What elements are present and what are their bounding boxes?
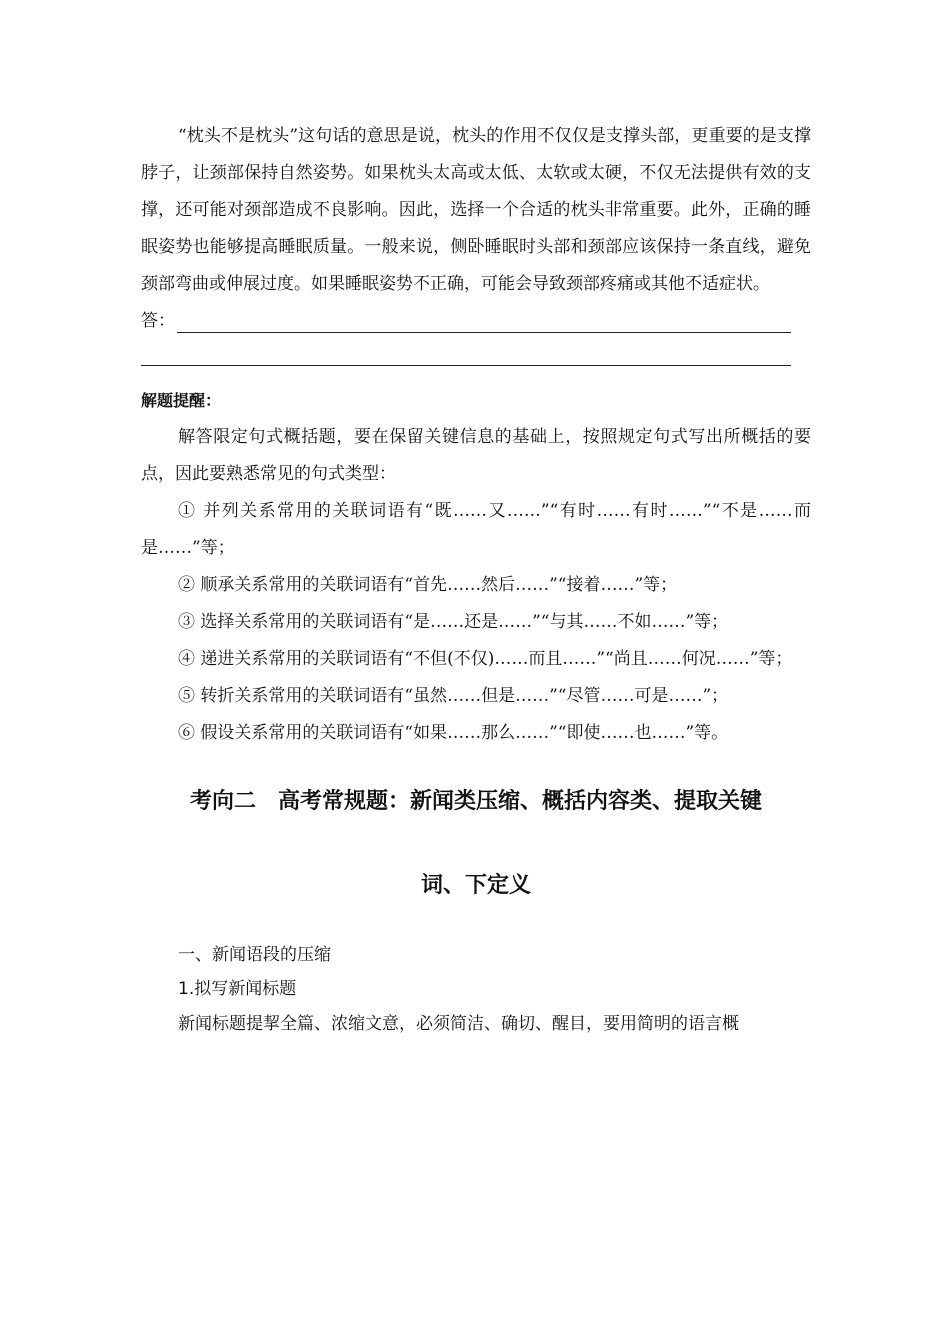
subheading-news-headline: 1.拟写新闻标题	[178, 979, 297, 999]
answer-blank-row	[141, 340, 811, 377]
section-title-line-1: 考向二 高考常规题：新闻类压缩、概括内容类、提取关键	[189, 789, 762, 814]
answer-label: 答：	[141, 311, 175, 331]
tips-intro: 解答限定句式概括题，要在保留关键信息的基础上，按照规定句式写出所概括的要点，因此要熟悉常见的句式类型：	[141, 427, 811, 484]
tips-item-parallel: ① 并列关系常用的关联词语有“既……又……”“有时……有时……”“不是……而是……”等；	[141, 501, 811, 558]
section-title-line-2: 词、下定义	[420, 873, 531, 898]
answer-row	[141, 303, 811, 340]
tips-item-adversative: ⑤ 转折关系常用的关联词语有“虽然……但是……”“尽管……可是……”；	[178, 686, 729, 706]
subheading-news-compression: 一、新闻语段的压缩	[178, 945, 331, 965]
section-body-paragraph: 新闻标题提挈全篇、浓缩文意，必须简洁、确切、醒目，要用简明的语言概	[178, 1014, 739, 1034]
answer-blank-line-2	[141, 365, 791, 366]
tips-item-hypothetical: ⑥ 假设关系常用的关联词语有“如果……那么……”“即使……也……”等。	[178, 723, 729, 743]
tips-item-progressive: ④ 递进关系常用的关联词语有“不但(不仅)……而且……”“尚且……何况……”等；	[178, 649, 793, 669]
answer-blank-line-1	[177, 332, 791, 333]
tips-item-sequence: ② 顺承关系常用的关联词语有“首先……然后……”“接着……”等；	[178, 575, 678, 595]
tips-label: 解题提醒：	[141, 391, 222, 410]
passage-paragraph: “枕头不是枕头”这句话的意思是说，枕头的作用不仅仅是支撑头部，更重要的是支撑脖子，让颈部保持自然姿势。如果枕头太高或太低、太软或太硬，不仅无法提供有效的支撑，还可能对颈部造成不良影响。因此，选择一个合适的枕头非常重要。此外，正确的睡眠姿势也能够提高睡眠质量。一般来说，侧卧睡眠时头部和颈部应该保持一条直线，避免颈部弯曲或伸展过度。如果睡眠姿势不正确，可能会导致颈部疼痛或其他不适症状。	[141, 126, 811, 294]
tips-item-choice: ③ 选择关系常用的关联词语有“是……还是……”“与其……不如……”等；	[178, 612, 729, 632]
document-page	[141, 118, 811, 1043]
